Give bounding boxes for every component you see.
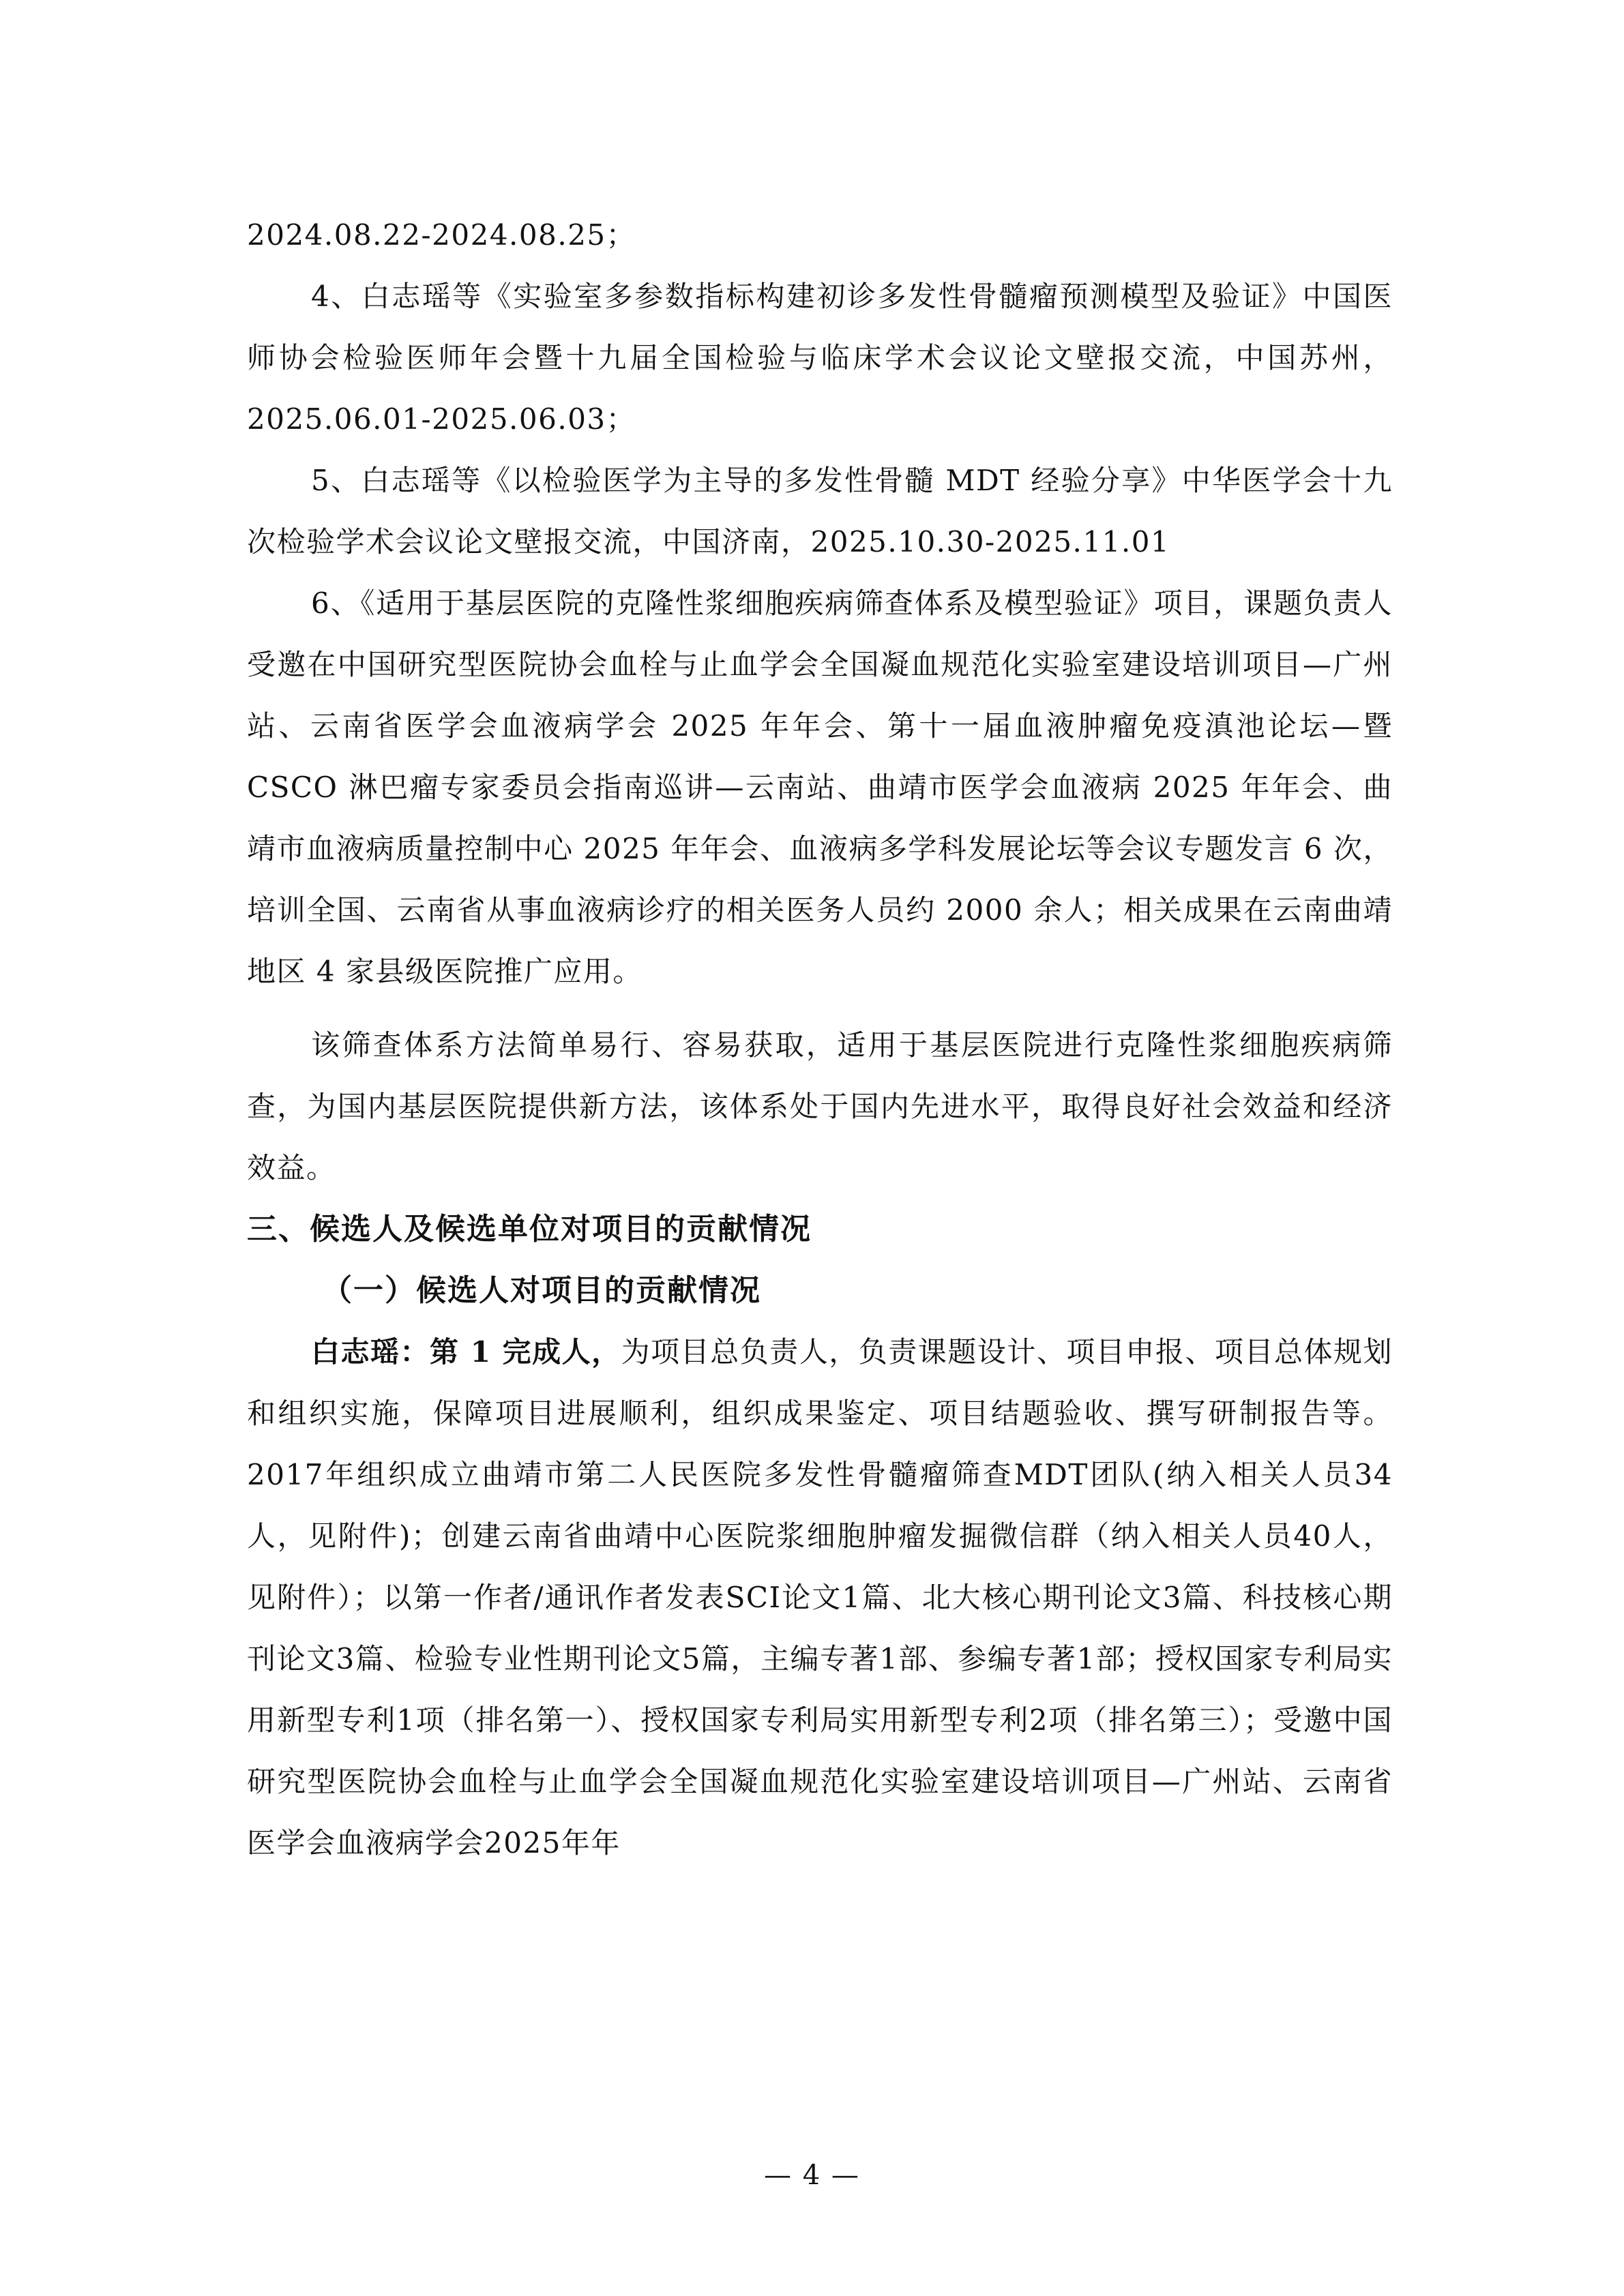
- page-number: — 4 —: [764, 2160, 860, 2191]
- contribution-body: 为项目总负责人，负责课题设计、项目申报、项目总体规划和组织实施，保障项目进展顺利，组织成果鉴定、项目结题验收、撰写研制报告等。2017年组织成立曲靖市第二人民医院多发性骨髓瘤筛查MDT团队(纳入相关人员34人，见附件)；创建云南省曲靖中心医院浆细胞肿瘤发掘微信群（纳入相关人员40人，见附件）；以第一作者/通讯作者发表SCI论文1篇、北大核心期刊论文3篇、科技核心期刊论文3篇、检验专业性期刊论文5篇，主编专著1部、参编专著1部；授权国家专利局实用新型专利1项（排名第一）、授权国家专利局实用新型专利2项（排名第三）；受邀中国研究型医院协会血栓与止血学会全国凝血规范化实验室建设培训项目—广州站、云南省医学会血液病学会2025年年: [247, 1335, 1393, 1860]
- paragraph-item-5: 5、白志瑶等《以检验医学为主导的多发性骨髓 MDT 经验分享》中华医学会十九次检验学术会议论文壁报交流，中国济南，2025.10.30-2025.11.01: [247, 464, 1393, 558]
- section-heading: 三、候选人及候选单位对项目的贡献情况: [247, 1212, 812, 1247]
- subsection-heading: （一）候选人对项目的贡献情况: [322, 1273, 761, 1308]
- paragraph-summary: 该筛查体系方法简单易行、容易获取，适用于基层医院进行克隆性浆细胞疾病筛查，为国内基层医院提供新方法，该体系处于国内先进水平，取得良好社会效益和经济效益。: [247, 1028, 1393, 1184]
- contribution-lead: 白志瑶：第 1 完成人，: [311, 1335, 621, 1369]
- paragraph-item-4: 4、白志瑶等《实验室多参数指标构建初诊多发性骨髓瘤预测模型及验证》中国医师协会检验医师年会暨十九届全国检验与临床学术会议论文壁报交流，中国苏州，2025.06.01-2025.06.03；: [247, 280, 1393, 436]
- page-body: [247, 205, 1393, 1874]
- paragraph-contribution: [247, 1322, 1393, 1874]
- paragraph-date-range: 2024.08.22-2024.08.25；: [247, 218, 636, 252]
- paragraph-item-6: 6、《适用于基层医院的克隆性浆细胞疾病筛查体系及模型验证》项目，课题负责人受邀在中国研究型医院协会血栓与止血学会全国凝血规范化实验室建设培训项目—广州站、云南省医学会血液病学会 2025 年年会、第十一届血液肿瘤免疫滇池论坛—暨 CSCO 淋巴瘤专家委员会指南巡讲—云南站、曲靖市医学会血液病 2025 年年会、曲靖市血液病质量控制中心 2025 年年会、血液病多学科发展论坛等会议专题发言 6 次，培训全国、云南省从事血液病诊疗的相关医务人员约 2000 余人；相关成果在云南曲靖地区 4 家县级医院推广应用。: [247, 586, 1393, 988]
